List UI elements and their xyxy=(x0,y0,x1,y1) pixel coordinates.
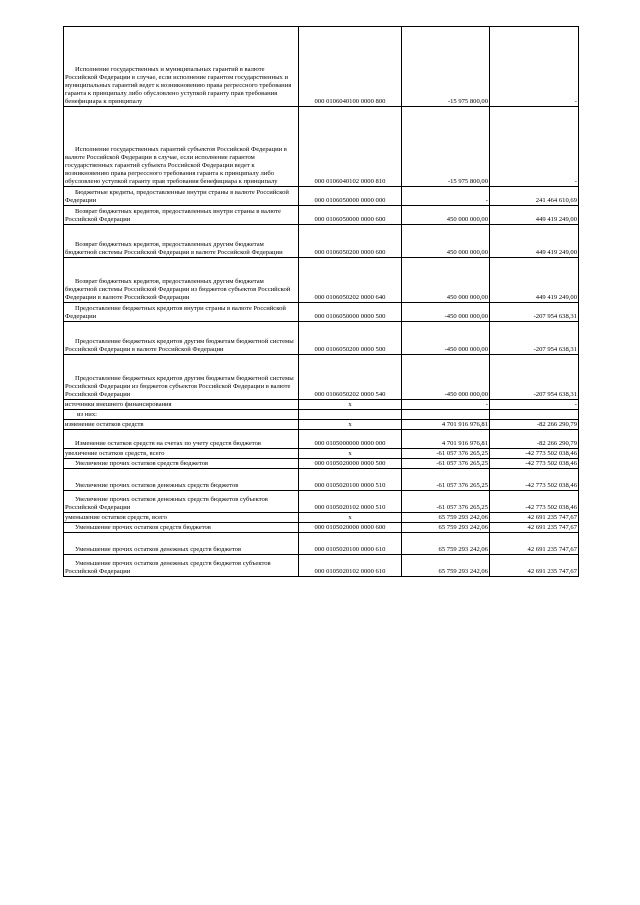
budget-code-cell xyxy=(299,410,402,420)
row-name-text: Возврат бюджетных кредитов, предоставленных другим бюджетам бюджетной системы Российской Федерации в валюте Российской Федерации xyxy=(65,241,283,257)
executed-cell: -42 773 502 038,46 xyxy=(490,491,579,513)
approved-plan-cell: - xyxy=(402,400,490,410)
budget-code-cell: 000 0106040102 0000 810 xyxy=(299,107,402,187)
budget-code-cell: 000 0106050202 0000 640 xyxy=(299,258,402,303)
row-name-text: из них: xyxy=(77,411,97,419)
budget-code-cell: 000 0106050200 0000 600 xyxy=(299,225,402,258)
approved-plan-cell: -15 975 800,00 xyxy=(402,107,490,187)
table-row xyxy=(64,27,579,107)
budget-code-cell: x xyxy=(299,449,402,459)
row-name-cell xyxy=(64,322,299,355)
row-name-text: Изменение остатков средств на счетах по учету средств бюджетов xyxy=(75,440,261,448)
table-row xyxy=(64,420,579,430)
table-row xyxy=(64,410,579,420)
row-name-text: Увеличение прочих остатков денежных средств бюджетов субъектов Российской Федерации xyxy=(65,496,268,512)
row-name-text: изменение остатков средств xyxy=(65,421,144,429)
row-name-text: Уменьшение прочих остатков денежных средств бюджетов субъектов Российской Федерации xyxy=(65,560,271,576)
approved-plan-cell: -61 057 376 265,25 xyxy=(402,469,490,491)
budget-code-cell: x xyxy=(299,420,402,430)
budget-code-cell: 000 0105000000 0000 000 xyxy=(299,430,402,449)
budget-code-cell: 000 0106050000 0000 000 xyxy=(299,187,402,206)
budget-code-cell: 000 0105020100 0000 610 xyxy=(299,533,402,555)
budget-code-cell: 000 0105020100 0000 510 xyxy=(299,469,402,491)
approved-plan-cell: - xyxy=(402,187,490,206)
executed-cell: 42 691 235 747,67 xyxy=(490,513,579,523)
approved-plan-cell: -450 000 000,00 xyxy=(402,303,490,322)
approved-plan-cell: -61 057 376 265,25 xyxy=(402,459,490,469)
row-name-text: Предоставление бюджетных кредитов другим бюджетам бюджетной системы Российской Федерации из бюджетов субъектов Российской Федерации в валюте Российской Федерации xyxy=(65,375,294,399)
row-name-cell xyxy=(64,449,299,459)
row-name-cell xyxy=(64,303,299,322)
row-name-text: Уменьшение прочих остатков денежных средств бюджетов xyxy=(75,546,242,554)
budget-code-cell: 000 0106050200 0000 500 xyxy=(299,322,402,355)
budget-code-cell: x xyxy=(299,513,402,523)
row-name-cell xyxy=(64,27,299,107)
row-name-text: Уменьшение прочих остатков средств бюджетов xyxy=(75,524,211,532)
table-row xyxy=(64,322,579,355)
table-row xyxy=(64,533,579,555)
executed-cell: -207 954 638,31 xyxy=(490,303,579,322)
row-name-text: Увеличение прочих остатков денежных средств бюджетов xyxy=(75,482,239,490)
table-row xyxy=(64,187,579,206)
approved-plan-cell: -61 057 376 265,25 xyxy=(402,449,490,459)
approved-plan-cell: 4 701 916 976,81 xyxy=(402,420,490,430)
approved-plan-cell: 450 000 000,00 xyxy=(402,225,490,258)
table-row xyxy=(64,258,579,303)
executed-cell: -42 773 502 038,46 xyxy=(490,449,579,459)
table-row xyxy=(64,523,579,533)
budget-code-cell: 000 0105020000 0000 500 xyxy=(299,459,402,469)
table-row xyxy=(64,107,579,187)
row-name-cell xyxy=(64,420,299,430)
budget-code-cell: 000 0106040100 0000 800 xyxy=(299,27,402,107)
table-row xyxy=(64,513,579,523)
row-name-cell xyxy=(64,258,299,303)
table-row xyxy=(64,449,579,459)
row-name-cell xyxy=(64,491,299,513)
row-name-text: Предоставление бюджетных кредитов другим бюджетам бюджетной системы Российской Федерации в валюте Российской Федерации xyxy=(65,338,294,354)
approved-plan-cell: 65 759 293 242,06 xyxy=(402,513,490,523)
approved-plan-cell: 4 701 916 976,81 xyxy=(402,430,490,449)
row-name-cell xyxy=(64,523,299,533)
row-name-text: Бюджетные кредиты, предоставленные внутри страны в валюте Российской Федерации xyxy=(65,189,289,205)
executed-cell xyxy=(490,410,579,420)
row-name-cell xyxy=(64,469,299,491)
table-row xyxy=(64,469,579,491)
table-row xyxy=(64,206,579,225)
executed-cell: 449 419 249,00 xyxy=(490,258,579,303)
row-name-text: источники внешнего финансирования xyxy=(65,401,172,409)
budget-code-cell: 000 0106050202 0000 540 xyxy=(299,355,402,400)
row-name-cell xyxy=(64,400,299,410)
approved-plan-cell: 450 000 000,00 xyxy=(402,258,490,303)
executed-cell: - xyxy=(490,400,579,410)
table-row xyxy=(64,355,579,400)
budget-code-cell: 000 0106050000 0000 600 xyxy=(299,206,402,225)
executed-cell: -207 954 638,31 xyxy=(490,355,579,400)
row-name-cell xyxy=(64,410,299,420)
table-row xyxy=(64,459,579,469)
row-name-text: Возврат бюджетных кредитов, предоставленных внутри страны в валюте Российской Федерации xyxy=(65,208,281,224)
row-name-text: Исполнение государственных и муниципальных гарантий в валюте Российской Федерации в случае, если исполнение гарантом государственных и муниципальных гарантий ведет к возникновению права регрессного требования гаранта к принципалу либо обусловлено уступкой гаранту прав требования бенефициара к принципалу xyxy=(65,66,292,106)
sources-financing-table xyxy=(63,26,579,577)
row-name-text: увеличение остатков средств, всего xyxy=(65,450,165,458)
executed-cell: - xyxy=(490,27,579,107)
row-name-text: Исполнение государственных гарантий субъектов Российской Федерации в валюте Российской Федерации в случае, если исполнение гарантом государственных гарантий субъекта Российской Федерации ведет к возникновению права регрессного требования гаранта к принципалу либо обусловлено уступкой гаранту прав требования бенефициара к принципалу xyxy=(65,146,287,186)
row-name-text: Возврат бюджетных кредитов, предоставленных другим бюджетам бюджетной системы Российской Федерации из бюджетов субъектов Российской Федерации в валюте Российской Федерации xyxy=(65,278,291,302)
row-name-cell xyxy=(64,555,299,577)
row-name-cell xyxy=(64,430,299,449)
row-name-cell xyxy=(64,107,299,187)
budget-code-cell: 000 0105020102 0000 610 xyxy=(299,555,402,577)
approved-plan-cell: 450 000 000,00 xyxy=(402,206,490,225)
approved-plan-cell: -15 975 800,00 xyxy=(402,27,490,107)
row-name-cell xyxy=(64,206,299,225)
row-name-cell xyxy=(64,459,299,469)
executed-cell: 449 419 249,00 xyxy=(490,225,579,258)
budget-code-cell: 000 0105020000 0000 600 xyxy=(299,523,402,533)
budget-code-cell: x xyxy=(299,400,402,410)
table-body xyxy=(64,27,579,577)
row-name-text: Предоставление бюджетных кредитов внутри страны в валюте Российской Федерации xyxy=(65,305,286,321)
approved-plan-cell: 65 759 293 242,06 xyxy=(402,523,490,533)
executed-cell: -42 773 502 038,46 xyxy=(490,469,579,491)
row-name-text: Увеличение прочих остатков средств бюджетов xyxy=(75,460,209,468)
table-row xyxy=(64,555,579,577)
executed-cell: -82 266 290,79 xyxy=(490,430,579,449)
approved-plan-cell: 65 759 293 242,06 xyxy=(402,555,490,577)
budget-code-cell: 000 0106050000 0000 500 xyxy=(299,303,402,322)
table-row xyxy=(64,225,579,258)
approved-plan-cell: -450 000 000,00 xyxy=(402,322,490,355)
table-row xyxy=(64,303,579,322)
executed-cell: 449 419 249,00 xyxy=(490,206,579,225)
row-name-cell xyxy=(64,187,299,206)
row-name-text: уменьшение остатков средств, всего xyxy=(65,514,167,522)
executed-cell: - xyxy=(490,107,579,187)
table-row xyxy=(64,400,579,410)
approved-plan-cell: -450 000 000,00 xyxy=(402,355,490,400)
budget-code-cell: 000 0105020102 0000 510 xyxy=(299,491,402,513)
executed-cell: 42 691 235 747,67 xyxy=(490,533,579,555)
approved-plan-cell: 65 759 293 242,06 xyxy=(402,533,490,555)
executed-cell: -82 266 290,79 xyxy=(490,420,579,430)
row-name-cell xyxy=(64,225,299,258)
executed-cell: -207 954 638,31 xyxy=(490,322,579,355)
table-row xyxy=(64,430,579,449)
executed-cell: 42 691 235 747,67 xyxy=(490,555,579,577)
approved-plan-cell xyxy=(402,410,490,420)
executed-cell: -42 773 502 038,46 xyxy=(490,459,579,469)
table-row xyxy=(64,491,579,513)
row-name-cell xyxy=(64,513,299,523)
approved-plan-cell: -61 057 376 265,25 xyxy=(402,491,490,513)
row-name-cell xyxy=(64,533,299,555)
executed-cell: 241 464 610,69 xyxy=(490,187,579,206)
executed-cell: 42 691 235 747,67 xyxy=(490,523,579,533)
row-name-cell xyxy=(64,355,299,400)
